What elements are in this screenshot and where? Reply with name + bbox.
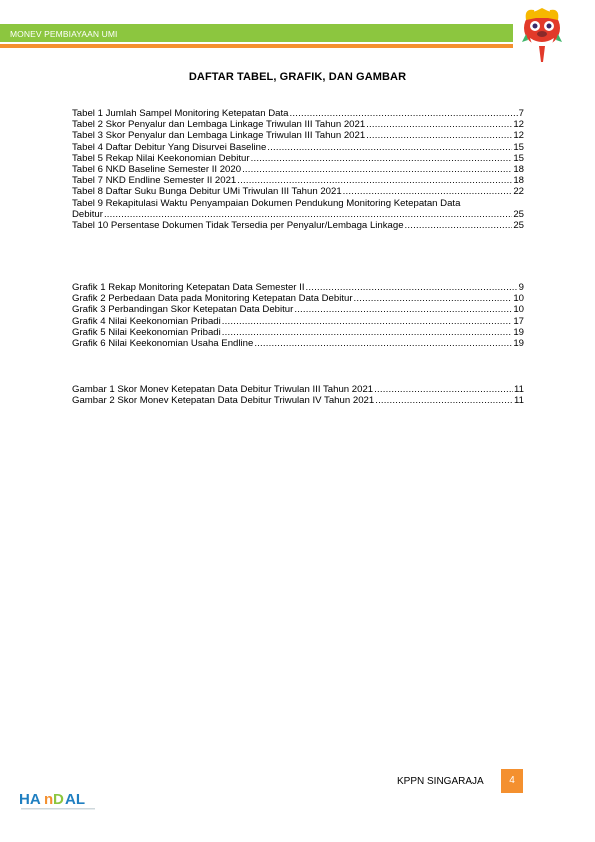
toc-entry-label-continued: Debitur	[72, 208, 103, 220]
dot-leader	[104, 209, 512, 220]
toc-entry[interactable]	[72, 198, 524, 220]
dot-leader	[405, 220, 513, 231]
toc-entry[interactable]	[72, 186, 524, 197]
toc-entry-label: Grafik 4 Nilai Keekonomian Pribadi	[72, 315, 221, 327]
toc-entry[interactable]	[72, 384, 524, 395]
toc-entry[interactable]	[72, 338, 524, 349]
toc-entry-page: 15	[513, 141, 524, 153]
toc-entry-label: Grafik 6 Nilai Keekonomian Usaha Endline	[72, 337, 254, 349]
toc-entry-page: 19	[513, 337, 524, 349]
toc-entry[interactable]	[72, 304, 524, 315]
toc-entry-label: Tabel 5 Rekap Nilai Keekonomian Debitur	[72, 152, 250, 164]
toc-entry-label: Tabel 3 Skor Penyalur dan Lembaga Linkage Triwulan III Tahun 2021	[72, 130, 366, 142]
toc-entry-page: 25	[513, 208, 524, 220]
toc-entry-page: 17	[513, 315, 524, 327]
dot-leader	[374, 384, 513, 395]
dot-leader	[267, 142, 512, 153]
dot-leader	[237, 175, 512, 186]
toc-entry-label: Tabel 2 Skor Penyalur dan Lembaga Linkage Triwulan III Tahun 2021	[72, 119, 366, 131]
dot-leader	[251, 153, 513, 164]
footer-office: KPPN SINGARAJA	[397, 776, 484, 787]
toc-entry-label: Tabel 10 Persentase Dokumen Tidak Tersedia per Penyalur/Lembaga Linkage	[72, 219, 404, 231]
toc-entry-page: 11	[514, 395, 524, 407]
dot-leader	[290, 108, 518, 119]
chart-list	[72, 282, 524, 349]
toc-entry-label: Tabel 4 Daftar Debitur Yang Disurvei Baseline	[72, 141, 267, 153]
toc-entry-page: 7	[518, 107, 524, 119]
barong-mask-logo	[522, 6, 562, 66]
toc-entry-label: Tabel 9 Rekapitulasi Waktu Penyampaian Dokumen Pendukung Monitoring Ketepatan Data	[72, 197, 461, 209]
header-title: MONEV PEMBIAYAAN UMI	[10, 29, 118, 39]
toc-entry[interactable]	[72, 282, 524, 293]
svg-text:HA: HA	[19, 791, 41, 808]
toc-entry-page: 18	[513, 163, 524, 175]
toc-entry-page: 15	[513, 152, 524, 164]
toc-entry-page: 12	[513, 130, 524, 142]
toc-entry[interactable]	[72, 119, 524, 130]
dot-leader	[366, 119, 512, 130]
toc-entry[interactable]	[72, 327, 524, 338]
toc-entry[interactable]	[72, 108, 524, 119]
image-list	[72, 384, 524, 406]
dot-leader	[306, 282, 518, 293]
toc-entry[interactable]	[72, 395, 524, 406]
toc-entry-label: Gambar 2 Skor Monev Ketepatan Data Debitur Triwulan IV Tahun 2021	[72, 395, 375, 407]
handal-logo	[19, 788, 105, 814]
dot-leader	[242, 164, 512, 175]
toc-entry-page: 12	[513, 119, 524, 131]
dot-leader	[222, 327, 513, 338]
toc-entry[interactable]	[72, 153, 524, 164]
toc-entry-label: Tabel 7 NKD Endline Semester II 2021	[72, 175, 237, 187]
toc-entry-page: 18	[513, 175, 524, 187]
toc-entry-page: 22	[513, 186, 524, 198]
toc-entry-label: Gambar 1 Skor Monev Ketepatan Data Debitur Triwulan III Tahun 2021	[72, 383, 374, 395]
svg-text:AL: AL	[65, 791, 85, 808]
toc-entry[interactable]	[72, 164, 524, 175]
dot-leader	[294, 304, 512, 315]
toc-entry-page: 9	[518, 281, 524, 293]
header-accent-line	[0, 44, 513, 48]
toc-entry-label: Tabel 8 Daftar Suku Bunga Debitur UMi Triwulan III Tahun 2021	[72, 186, 342, 198]
svg-text:D: D	[53, 791, 64, 808]
svg-text:n: n	[44, 791, 54, 808]
dot-leader	[222, 316, 513, 327]
toc-entry-label: Tabel 1 Jumlah Sampel Monitoring Ketepatan Data	[72, 107, 289, 119]
toc-entry[interactable]	[72, 142, 524, 153]
toc-entry[interactable]	[72, 293, 524, 304]
toc-entry-label: Tabel 6 NKD Baseline Semester II 2020	[72, 163, 242, 175]
toc-entry-label: Grafik 1 Rekap Monitoring Ketepatan Data Semester II	[72, 281, 305, 293]
dot-leader	[354, 293, 513, 304]
page-title: DAFTAR TABEL, GRAFIK, DAN GAMBAR	[188, 71, 407, 83]
page-number: 4	[501, 769, 523, 793]
dot-leader	[366, 130, 512, 141]
toc-entry[interactable]	[72, 175, 524, 186]
toc-entry-label: Grafik 5 Nilai Keekonomian Pribadi	[72, 326, 221, 338]
toc-entry-page: 19	[513, 326, 524, 338]
toc-entry-page: 10	[513, 304, 524, 316]
toc-entry-label: Grafik 2 Perbedaan Data pada Monitoring Ketepatan Data Debitur	[72, 293, 353, 305]
dot-leader	[254, 338, 512, 349]
toc-entry-label: Grafik 3 Perbandingan Skor Ketepatan Data Debitur	[72, 304, 294, 316]
toc-entry[interactable]	[72, 316, 524, 327]
dot-leader	[343, 186, 513, 197]
table-list	[72, 108, 524, 231]
toc-entry[interactable]	[72, 220, 524, 231]
dot-leader	[375, 395, 513, 406]
toc-entry-page: 25	[513, 219, 524, 231]
toc-entry-page: 11	[514, 383, 524, 395]
toc-entry[interactable]	[72, 130, 524, 141]
toc-entry-page: 10	[513, 293, 524, 305]
